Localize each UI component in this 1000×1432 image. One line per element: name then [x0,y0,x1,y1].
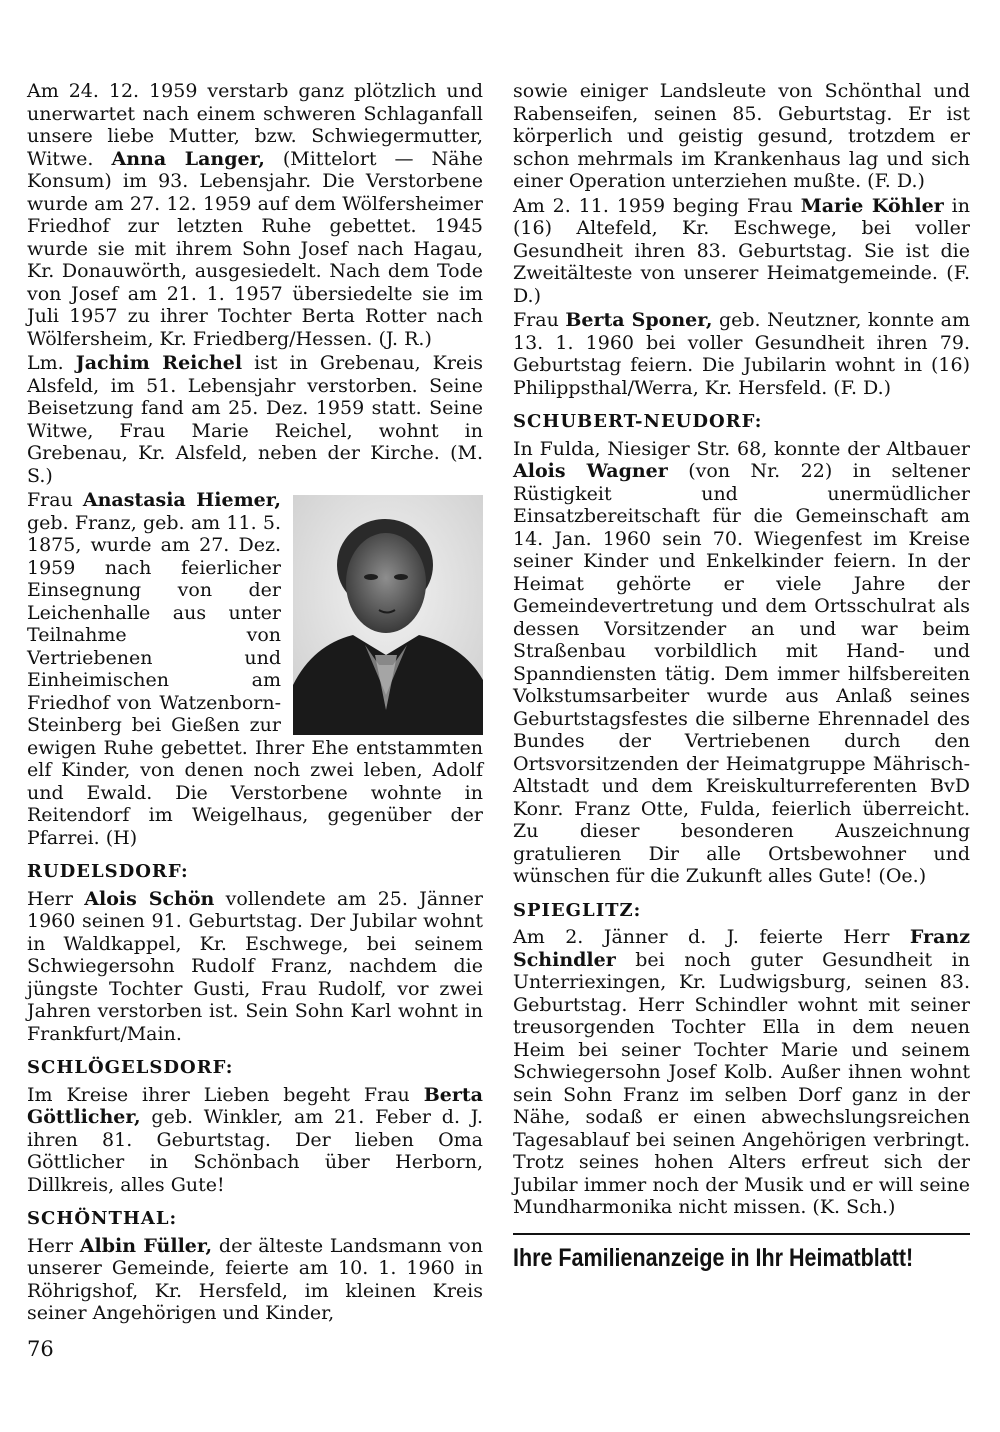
person-name: Alois Wagner [513,460,668,482]
person-name: Alois Schön [84,887,215,910]
right-column [513,80,970,1272]
birthday-marie-koehler: Am 2. 11. 1959 beging Frau Marie Köhler in (16) Altefeld, Kr. Eschwege, bei voller Gesundheit ihren 83. Geburtstag. Sie ist die Zweitälteste von unserer Heimatgemeinde. (F. D.) [513,194,970,307]
person-name: Albin Füller, [79,1234,213,1257]
birthday-albin-fueller: Herr Albin Füller, der älteste Landsmann von unserer Gemeinde, feierte am 10. 1. 1960 in Röhrigshof, Kr. Hersfeld, im kleinen Kreis seiner Angehörigen und Kinder, [27,1234,483,1324]
section-heading-spieglitz: SPIEGLITZ: [513,899,642,921]
birthday-berta-goettlicher: Im Kreise ihrer Lieben begeht Frau Berta Göttlicher, geb. Winkler, am 21. Feber d. J. ihren 81. Geburtstag. Der lieben Oma Göttlicher in Schönbach über Herborn, Dillkreis, alles Gute! [27,1083,483,1196]
portrait-photo [293,495,483,735]
birthday-alois-wagner: In Fulda, Niesiger Str. 68, konnte der Altbauer Alois Wagner (von Nr. 22) in seltener Rüstigkeit und unermüdlicher Einsatzbereitschaft für die Gemeinschaft am 14. Jan. 1960 sein 70. Wiegenfest im Kreise seiner Kinder und Enkelkinder feiern. In der Heimat gehörte er viele Jahre der Gemeindevertretung und dem Ortsschulrat als dessen Vorsitzender an und war beim Straßenbau vorbildlich mit Hand- und Spanndiensten tätig. Dem immer hilfsbereiten Volkstumsarbeiter wurde aus Anlaß seines Geburtstagsfestes die silberne Ehrennadel des Bundes der Vertriebenen durch den Ortsvorsitzenden der Heimatgruppe Mährisch-Altstadt und dem Kreiskulturreferenten BvD Konr. Franz Otte, Fulda, feierlich überreicht. Zu dieser besonderen Auszeichnung gratulieren Dir alle Ortsbewohner und wünschen für die Zukunft alles Gute! (Oe.) [513,437,970,887]
left-column [27,80,483,1327]
section-heading-schloegelsdorf: SCHLÖGELSDORF: [27,1057,234,1078]
person-name: Anastasia Hiemer, [82,489,282,511]
person-name: Berta Göttlicher, [27,1083,483,1128]
portrait-image [293,495,483,735]
obituary-jachim-reichel: Lm. Jachim Reichel ist in Grebenau, Kreis Alsfeld, im 51. Lebensjahr verstorben. Seine Beisetzung fand am 25. Dez. 1959 statt. Seine Witwe, Frau Marie Reichel, wohnt in Grebenau, Kr. Alsfeld, neben der Kirche. (M. S.) [27,352,483,487]
person-name: Franz Schindler [513,926,970,971]
obituary-anna-langer: Am 24. 12. 1959 verstarb ganz plötzlich und unerwartet nach einem schweren Schlaganfall unsere liebe Mutter, bzw. Schwiegermutter, Witwe. Anna Langer, (Mittelort — Nähe Konsum) im 93. Lebensjahr. Die Verstorbene wurde am 27. 12. 1959 auf dem Wölfersheimer Friedhof zur letzten Ruhe gebettet. 1945 wurde sie mit ihrem Sohn Josef nach Hagau, Kr. Donauwörth, ausgesiedelt. Nach dem Tode von Josef am 21. 1. 1957 übersiedelte sie im Juli 1957 zu ihrer Tochter Berta Rotter nach Wölfersheim, Kr. Friedberg/Hessen. (J. R.) [27,80,483,350]
person-name: Berta Sponer, [565,309,713,331]
person-name: Marie Köhler [800,194,944,217]
section-heading-schoenthal: SCHÖNTHAL: [27,1208,178,1229]
section-heading-rudelsdorf: RUDELSDORF: [27,861,189,882]
obituary-anastasia-hiemer: Frau Anastasia Hiemer, geb. Franz, geb. am 11. 5. 1875, wurde am 27. Dez. 1959 nach feierlicher Einsegnung von der Leichenhalle aus unter Teilnahme von Vertriebenen und Einheimischen am Friedhof von Watzenborn-Steinberg bei Gießen zur ewigen Ruhe gebettet. Ihrer Ehe entstammten elf Kinder, von denen noch zwei leben, Adolf und Ewald. Die Verstorbene wohnte in Reitendorf im Weigelhaus, gegenüber der Pfarrei. (H) [27,489,483,849]
person-name: Anna Langer, [111,147,265,170]
page-number: 76 [27,1337,54,1361]
birthday-continuation: sowie einiger Landsleute von Schönthal und Rabenseifen, seinen 85. Geburtstag. Er ist körperlich und geistig gesund, trotzdem er schon mehrmals im Krankenhaus lag und sich einer Operation unterziehen mußte. (F. D.) [513,80,970,192]
birthday-franz-schindler: Am 2. Jänner d. J. feierte Herr Franz Schindler bei noch guter Gesundheit in Unterriexingen, Kr. Ludwigsburg, seinen 83. Geburtstag. Herr Schindler wohnt mit seiner treusorgenden Tochter Ella in dem neuen Heim bei seiner Tochter Marie und seinem Schwiegersohn Josef Kolb. Außer ihnen wohnt sein Sohn Franz im selben Dorf ganz in der Nähe, sodaß er einen abwechslungsreichen Tagesablauf bei seinen Angehörigen verbringt. Trotz seines hohen Alters erfreut sich der Jubilar immer noch der Musik und er will seine Mundharmonika nicht missen. (K. Sch.) [513,926,970,1218]
birthday-alois-schoen: Herr Alois Schön vollendete am 25. Jänner 1960 seinen 91. Geburtstag. Der Jubilar wohnt in Waldkappel, Kr. Eschwege, bei seinem Schwiegersohn Rudolf Franz, nachdem die jüngste Tochter Gusti, Frau Rudolf, vor zwei Jahren verstorben ist. Sein Sohn Karl wohnt in Frankfurt/Main. [27,887,483,1045]
section-heading-schubert-neudorf: SCHUBERT-NEUDORF: [513,411,763,432]
birthday-berta-sponer: Frau Berta Sponer, geb. Neutzner, konnte am 13. 1. 1960 bei voller Gesundheit ihren 79. Geburtstag feiern. Die Jubilarin wohnt in (16) Philippsthal/Werra, Kr. Hersfeld. (F. D.) [513,309,970,399]
advertisement-divider [513,1233,970,1235]
person-name: Jachim Reichel [75,352,243,374]
advertisement-headline: Ihre Familienanzeige in Ihr Heimatblatt! [513,1243,914,1272]
